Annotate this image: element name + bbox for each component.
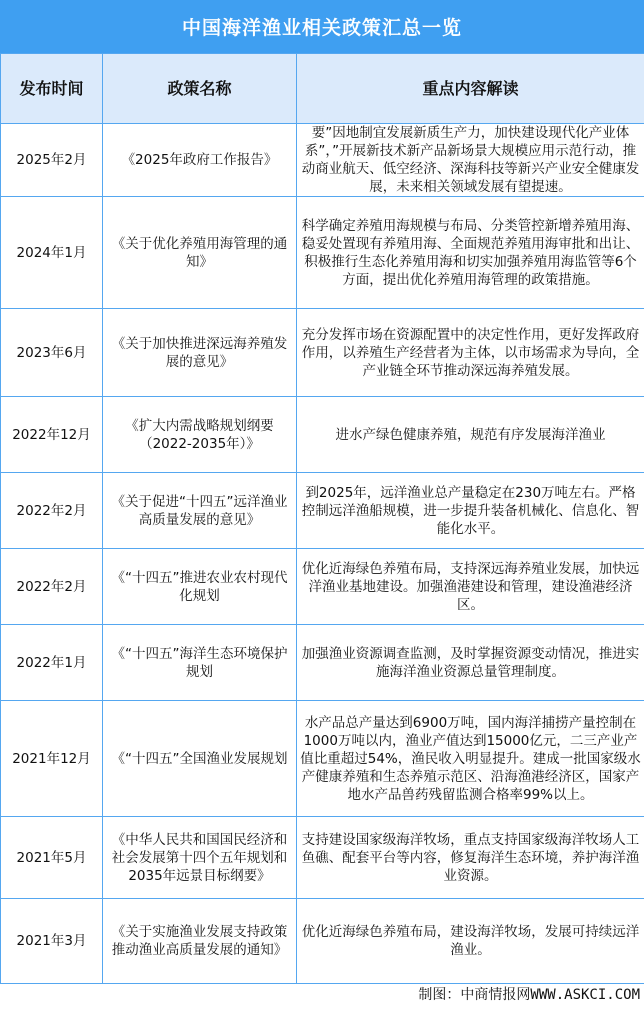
table-row <box>1 625 644 701</box>
policy-name: 《“十四五”海洋生态环境保护规划 <box>103 625 297 701</box>
source-credit: 制图：中商情报网WWW.ASKCI.COM <box>0 984 644 1016</box>
policy-content: 科学确定养殖用海规模与布局、分类管控新增养殖用海、稳妥处置现有养殖用海、全面规范养殖用海审批和出让、积极推行生态化养殖用海和切实加强养殖用海监管等6个方面，提出优化养殖用海管理的政策措施。 <box>297 197 644 309</box>
policy-name: 《关于加快推进深远海养殖发展的意见》 <box>103 309 297 397</box>
policy-date: 2021年12月 <box>1 701 103 817</box>
policy-name: 《关于优化养殖用海管理的通知》 <box>103 197 297 309</box>
table-row <box>1 197 644 309</box>
table-row <box>1 899 644 984</box>
header-content: 重点内容解读 <box>297 54 644 124</box>
policy-name: 《关于实施渔业发展支持政策推动渔业高质量发展的通知》 <box>103 899 297 984</box>
table-row <box>1 309 644 397</box>
policy-date: 2022年12月 <box>1 397 103 473</box>
policy-name: 《“十四五”全国渔业发展规划 <box>103 701 297 817</box>
policy-name: 《关于促进“十四五”远洋渔业高质量发展的意见》 <box>103 473 297 549</box>
policy-content: 到2025年，远洋渔业总产量稳定在230万吨左右。严格控制远洋渔船规模，进一步提升装备机械化、信息化、智能化水平。 <box>297 473 644 549</box>
policy-date: 2025年2月 <box>1 124 103 197</box>
policy-name: 《扩大内需战略规划纲要（2022-2035年）》 <box>103 397 297 473</box>
policy-date: 2021年3月 <box>1 899 103 984</box>
policy-date: 2021年5月 <box>1 817 103 899</box>
header-name: 政策名称 <box>103 54 297 124</box>
policy-date: 2022年1月 <box>1 625 103 701</box>
policy-content: 优化近海绿色养殖布局，支持深远海养殖业发展，加快远洋渔业基地建设。加强渔港建设和管理，建设渔港经济区。 <box>297 549 644 625</box>
page-title: 中国海洋渔业相关政策汇总一览 <box>0 0 644 53</box>
policy-date: 2024年1月 <box>1 197 103 309</box>
table-header-row <box>1 54 644 124</box>
policy-date: 2022年2月 <box>1 473 103 549</box>
policy-content: 进水产绿色健康养殖，规范有序发展海洋渔业 <box>297 397 644 473</box>
table-row <box>1 701 644 817</box>
table-row <box>1 817 644 899</box>
policy-content: 支持建设国家级海洋牧场，重点支持国家级海洋牧场人工鱼礁、配套平台等内容，修复海洋生态环境，养护海洋渔业资源。 <box>297 817 644 899</box>
policy-content: 优化近海绿色养殖布局，建设海洋牧场，发展可持续远洋渔业。 <box>297 899 644 984</box>
policy-content: 水产品总产量达到6900万吨，国内海洋捕捞产量控制在1000万吨以内，渔业产值达到15000亿元，二三产业产值比重超过54%，渔民收入明显提升。建成一批国家级水产健康养殖和生态养殖示范区、沿海渔港经济区，国家产地水产品兽药残留监测合格率99%以上。 <box>297 701 644 817</box>
policy-content: 加强渔业资源调查监测，及时掌握资源变动情况，推进实施海洋渔业资源总量管理制度。 <box>297 625 644 701</box>
policy-name: 《中华人民共和国国民经济和社会发展第十四个五年规划和2035年远景目标纲要》 <box>103 817 297 899</box>
policy-name: 《“十四五”推进农业农村现代化规划 <box>103 549 297 625</box>
table-row <box>1 549 644 625</box>
policy-content: 充分发挥市场在资源配置中的决定性作用，更好发挥政府作用，以养殖生产经营者为主体，以市场需求为导向，全产业链全环节推动深远海养殖发展。 <box>297 309 644 397</box>
policy-content: 要”因地制宜发展新质生产力，加快建设现代化产业体系”，”开展新技术新产品新场景大规模应用示范行动，推动商业航天、低空经济、深海科技等新兴产业安全健康发展，未来相关领域发展有望提速。 <box>297 124 644 197</box>
header-date: 发布时间 <box>1 54 103 124</box>
policy-date: 2023年6月 <box>1 309 103 397</box>
table-row <box>1 397 644 473</box>
policy-date: 2022年2月 <box>1 549 103 625</box>
table-row <box>1 473 644 549</box>
table-row <box>1 124 644 197</box>
policy-table <box>0 53 644 984</box>
policy-name: 《2025年政府工作报告》 <box>103 124 297 197</box>
